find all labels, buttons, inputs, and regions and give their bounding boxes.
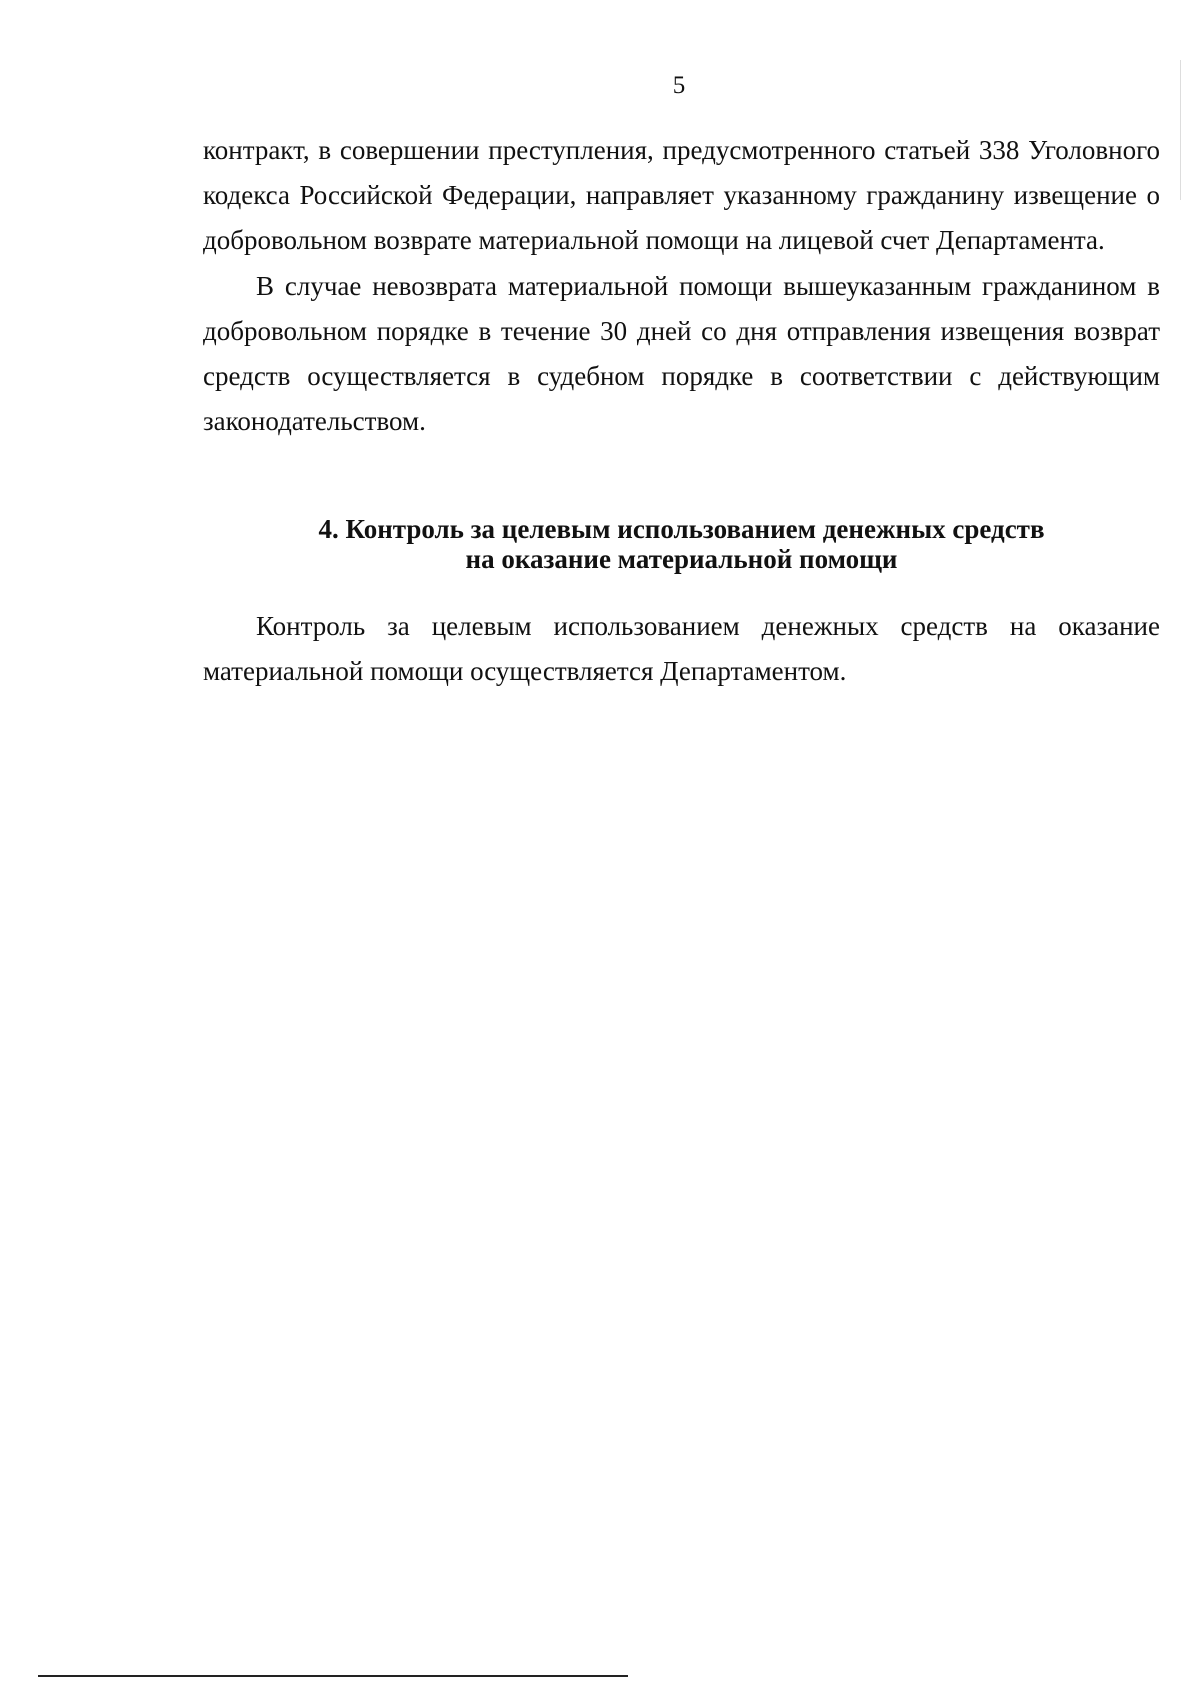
paragraph-nonreturn: В случае невозврата материальной помощи вышеуказанным гражданином в добровольном порядке в течение 30 дней со дня отправления извещения возврат средств осуществляется в судебном порядке в соответствии с действующим законодательством. (203, 271, 1160, 436)
section-heading-line-1: 4. Контроль за целевым использованием денежных средств (318, 514, 1045, 544)
document-body (203, 128, 1160, 694)
footer-rule (38, 1675, 628, 1677)
paragraph-control: Контроль за целевым использованием денежных средств на оказание материальной помощи осуществляется Департаментом. (203, 611, 1160, 686)
section-heading (203, 514, 1160, 574)
page-number: 5 (672, 72, 686, 99)
paragraph-continuation: контракт, в совершении преступления, предусмотренного статьей 338 Уголовного кодекса Российской Федерации, направляет указанному гражданину извещение о добровольном возврате материальной помощи на лицевой счет Департамента. (203, 135, 1160, 255)
section-heading-line-2: на оказание материальной помощи (465, 544, 898, 574)
